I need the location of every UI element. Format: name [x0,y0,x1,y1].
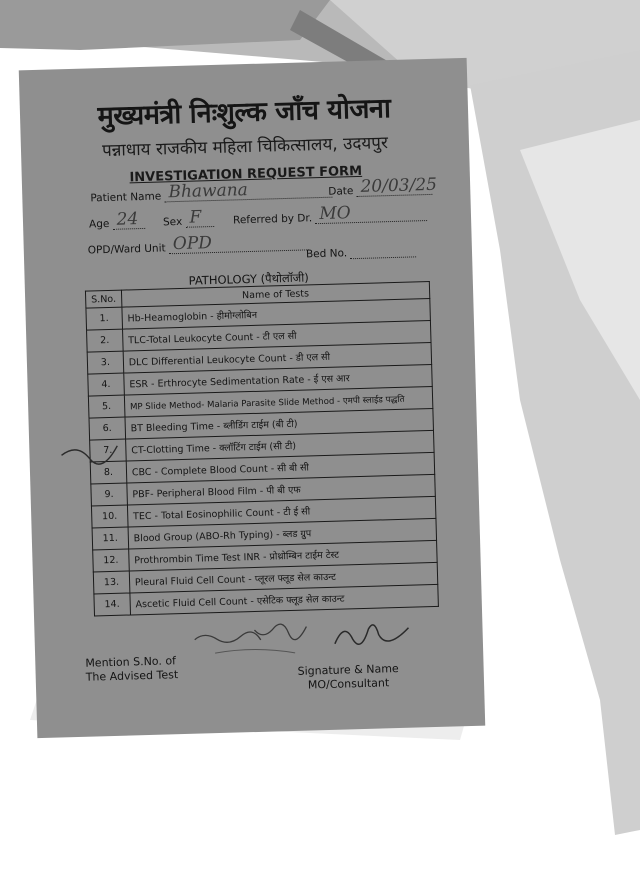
test-number: 3. [87,351,123,374]
test-number: 10. [91,505,127,528]
mention-line-2: The Advised Test [85,668,179,684]
test-number: 13. [93,571,129,594]
test-name: Pleural Fluid Cell Count - प्लूरल फ्लूड सेल काउन्ट [129,562,438,593]
age-field [88,209,145,231]
pathology-section-title: PATHOLOGY (पैथोलॉजी) [188,270,309,288]
date-field [328,174,438,198]
test-name: DLC Differential Leukocyte Count - डी एल सी [123,342,432,373]
test-number: 14. [94,593,130,616]
patient-name-field [90,180,332,205]
referred-by-field [232,203,428,227]
handwritten-tick-mark [59,438,120,470]
test-number: 2. [87,329,123,352]
opd-ward-value: OPD [172,233,213,255]
test-name: TEC - Total Eosinophilic Count - टी ई सी [127,496,436,527]
mention-line-1: Mention S.No. of [85,654,177,670]
test-name: BT Bleeding Time - ब्लीडिंग टाईम (बी टी) [125,408,434,439]
referred-by-value: MO [319,203,351,225]
age-label: Age [88,217,110,231]
hospital-name: पन्नाधाय राजकीय महिला चिकित्सालय, उदयपुर [101,133,389,162]
opd-ward-field [87,233,309,257]
opd-ward-label: OPD/Ward Unit [87,242,166,257]
test-name: TLC-Total Leukocyte Count - टी एल सी [122,320,431,351]
bed-no-field [306,245,417,260]
form-title: INVESTIGATION REQUEST FORM [129,163,363,186]
referred-by-label: Referred by Dr. [232,212,313,227]
patient-name-label: Patient Name [90,190,162,205]
test-name: Hb-Heamoglobin - हीमोग्लोबिन [122,298,431,329]
test-name: Prothrombin Time Test INR - प्रोथ्रोम्बिन टाईम टेस्ट [128,540,437,571]
patient-name-value: Bhawana [168,180,249,203]
sno-header: S.No. [85,290,121,308]
tests-table [85,281,439,617]
test-name: PBF- Peripheral Blood Film - पी बी एफ [127,474,436,505]
test-name: Blood Group (ABO-Rh Typing) - ब्लड ग्रुप [128,518,437,549]
doctor-signature-stamp [184,612,415,668]
investigation-request-form [19,58,485,738]
age-value: 24 [116,209,139,230]
test-number: 4. [88,373,124,396]
test-name: MP Slide Method- Malaria Parasite Slide Method - एमपी स्लाईड पद्धति [124,386,433,417]
signature-block [297,662,399,693]
scheme-title: मुख्यमंत्री निःशुल्क जाँच योजना [97,93,391,133]
bed-no-label: Bed No. [305,247,348,261]
test-name: ESR - Erthrocyte Sedimentation Rate - ई एस आर [124,364,433,395]
sex-field [162,207,214,229]
test-name: Ascetic Fluid Cell Count - एसेटिक फ्लूड सेल काउन्ट [130,584,439,615]
test-name: CBC - Complete Blood Count - सी बी सी [126,452,435,483]
signature-line-1: Signature & Name [297,662,399,678]
test-number: 11. [92,527,128,550]
test-name: CT-Clotting Time - क्लॉटिंग टाईम (सी टी) [125,430,434,461]
date-value: 20/03/25 [360,174,438,197]
signature-line-2: MO/Consultant [307,676,390,692]
test-number: 5. [88,395,124,418]
date-label: Date [328,185,354,198]
test-number: 1. [86,307,122,330]
mention-note [85,654,178,685]
test-number: 7. [90,439,126,462]
test-number: 6. [89,417,125,440]
test-number: 12. [93,549,129,572]
sex-value: F [189,207,202,228]
test-name-header: Name of Tests [121,282,430,308]
test-number: 8. [90,461,126,484]
test-number: 9. [91,483,127,506]
sex-label: Sex [162,215,183,229]
